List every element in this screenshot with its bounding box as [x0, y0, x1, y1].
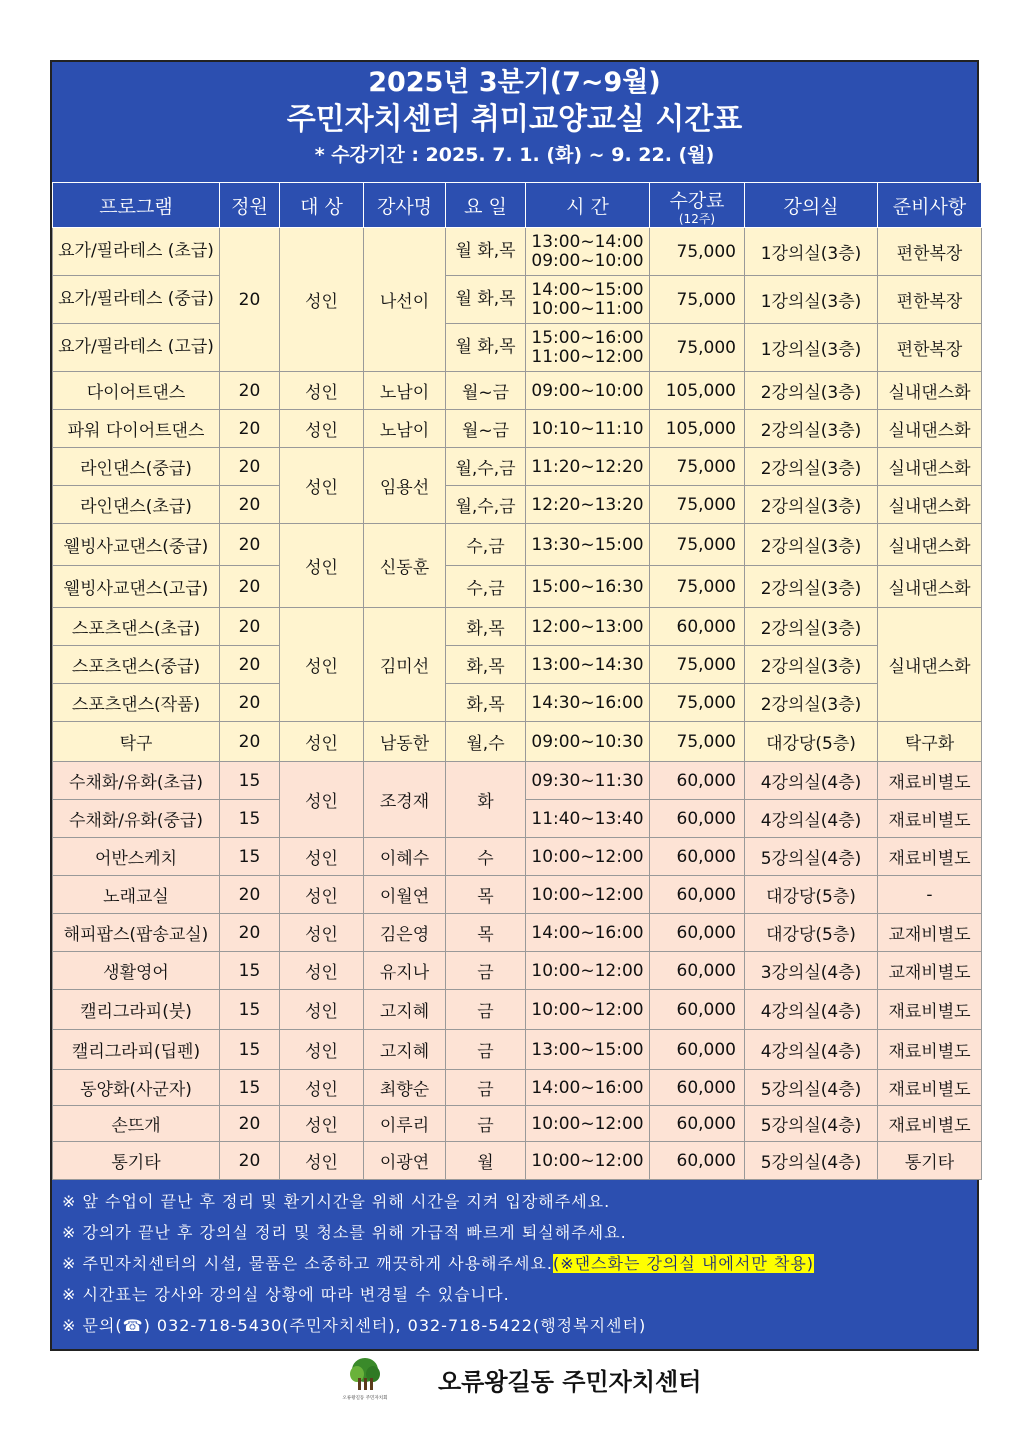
- time: 13:30~15:00: [526, 524, 650, 566]
- instructor: 신동훈: [364, 524, 446, 608]
- prep: 재료비별도: [878, 1070, 982, 1106]
- col-capacity: 정원: [220, 183, 280, 228]
- fee: 75,000: [650, 486, 745, 524]
- table-row: [53, 646, 982, 684]
- time: 10:00~12:00: [526, 838, 650, 876]
- table-row: [53, 838, 982, 876]
- table-row: [53, 914, 982, 952]
- prep: 재료비별도: [878, 800, 982, 838]
- program-name: 통기타: [53, 1142, 220, 1180]
- col-fee-label: 수강료: [669, 189, 725, 212]
- program-name: 스포츠댄스(초급): [53, 608, 220, 646]
- fee: 60,000: [650, 952, 745, 990]
- room: 4강의실(4층): [745, 1030, 878, 1070]
- day: 월,수,금: [446, 448, 526, 486]
- program-name: 라인댄스(중급): [53, 448, 220, 486]
- time: 15:00~16:30: [526, 566, 650, 608]
- target: 성인: [280, 1070, 364, 1106]
- notes-box: [52, 1180, 977, 1349]
- target: 성인: [280, 838, 364, 876]
- table-row: [53, 324, 982, 372]
- capacity: 20: [220, 448, 280, 486]
- prep: 탁구화: [878, 722, 982, 762]
- prep: -: [878, 876, 982, 914]
- prep: 재료비별도: [878, 1106, 982, 1142]
- header: [52, 62, 977, 182]
- room: 5강의실(4층): [745, 838, 878, 876]
- table-row: [53, 990, 982, 1030]
- day: 월,수: [446, 722, 526, 762]
- room: 대강당(5층): [745, 722, 878, 762]
- prep: 편한복장: [878, 276, 982, 324]
- col-program: 프로그램: [53, 183, 220, 228]
- day: 수: [446, 838, 526, 876]
- program-name: 해피팝스(팝송교실): [53, 914, 220, 952]
- day: 월 화,목: [446, 228, 526, 276]
- target: 성인: [280, 372, 364, 410]
- target: 성인: [280, 1106, 364, 1142]
- fee: 75,000: [650, 524, 745, 566]
- capacity: 20: [220, 566, 280, 608]
- program-name: 수채화/유화(중급): [53, 800, 220, 838]
- capacity: 15: [220, 952, 280, 990]
- fee: 75,000: [650, 566, 745, 608]
- prep: 실내댄스화: [878, 372, 982, 410]
- room: 대강당(5층): [745, 876, 878, 914]
- room: 4강의실(4층): [745, 762, 878, 800]
- program-name: 어반스케치: [53, 838, 220, 876]
- target: 성인: [280, 1030, 364, 1070]
- table-row: [53, 566, 982, 608]
- time: 10:00~12:00: [526, 876, 650, 914]
- program-name: 요가/필라테스 (중급): [53, 276, 220, 324]
- instructor: 이루리: [364, 1106, 446, 1142]
- fee: 75,000: [650, 448, 745, 486]
- program-name: 수채화/유화(초급): [53, 762, 220, 800]
- schedule-frame: [50, 60, 979, 1351]
- instructor: 이광연: [364, 1142, 446, 1180]
- note-line: ※ 앞 수업이 끝난 후 정리 및 환기시간을 위해 시간을 지켜 입장해주세요.: [62, 1192, 611, 1211]
- room: 2강의실(3층): [745, 448, 878, 486]
- time: 14:00~15:00 10:00~11:00: [526, 276, 650, 324]
- prep: 재료비별도: [878, 838, 982, 876]
- time: 11:40~13:40: [526, 800, 650, 838]
- capacity: 15: [220, 1030, 280, 1070]
- capacity: 20: [220, 228, 280, 372]
- day: 금: [446, 1106, 526, 1142]
- prep: 편한복장: [878, 324, 982, 372]
- note-highlight: (※댄스화는 강의실 내에서만 착용): [552, 1254, 815, 1273]
- room: 4강의실(4층): [745, 990, 878, 1030]
- table-row: [53, 1030, 982, 1070]
- fee: 60,000: [650, 914, 745, 952]
- fee: 75,000: [650, 228, 745, 276]
- col-instructor: 강사명: [364, 183, 446, 228]
- room: 대강당(5층): [745, 914, 878, 952]
- prep: 편한복장: [878, 228, 982, 276]
- table-row: [53, 1106, 982, 1142]
- capacity: 20: [220, 876, 280, 914]
- table-row: [53, 684, 982, 722]
- instructor: 고지혜: [364, 1030, 446, 1070]
- col-prep: 준비사항: [878, 183, 982, 228]
- time: 09:00~10:00: [526, 372, 650, 410]
- note-line: ※ 강의가 끝난 후 강의실 정리 및 청소를 위해 가급적 빠르게 퇴실해주세요.: [62, 1223, 627, 1242]
- program-name: 동양화(사군자): [53, 1070, 220, 1106]
- table-row: [53, 410, 982, 448]
- fee: 60,000: [650, 1070, 745, 1106]
- fee: 105,000: [650, 372, 745, 410]
- day: 화,목: [446, 608, 526, 646]
- schedule-table: [52, 182, 982, 1180]
- prep: 실내댄스화: [878, 608, 982, 722]
- room: 1강의실(3층): [745, 228, 878, 276]
- time: 10:00~12:00: [526, 990, 650, 1030]
- page-title: 주민자치센터 취미교양교실 시간표: [286, 102, 743, 137]
- room: 1강의실(3층): [745, 324, 878, 372]
- day: 목: [446, 914, 526, 952]
- table-row: [53, 722, 982, 762]
- target: 성인: [280, 608, 364, 722]
- prep: 통기타: [878, 1142, 982, 1180]
- program-name: 요가/필라테스 (고급): [53, 324, 220, 372]
- target: 성인: [280, 952, 364, 990]
- fee: 60,000: [650, 800, 745, 838]
- capacity: 20: [220, 486, 280, 524]
- tree-logo-icon: [340, 1356, 390, 1402]
- capacity: 15: [220, 1070, 280, 1106]
- prep: 재료비별도: [878, 1030, 982, 1070]
- instructor: 유지나: [364, 952, 446, 990]
- instructor: 노남이: [364, 410, 446, 448]
- prep: 실내댄스화: [878, 486, 982, 524]
- target: 성인: [280, 1142, 364, 1180]
- fee: 75,000: [650, 276, 745, 324]
- target: 성인: [280, 914, 364, 952]
- instructor: 나선이: [364, 228, 446, 372]
- room: 2강의실(3층): [745, 684, 878, 722]
- day: 목: [446, 876, 526, 914]
- target: 성인: [280, 722, 364, 762]
- program-name: 탁구: [53, 722, 220, 762]
- title-term: 2025년 3분기(7~9월): [368, 67, 661, 98]
- note-line: [62, 1248, 967, 1279]
- day: 화: [446, 762, 526, 838]
- target: 성인: [280, 876, 364, 914]
- day: 수,금: [446, 524, 526, 566]
- capacity: 20: [220, 608, 280, 646]
- room: 2강의실(3층): [745, 410, 878, 448]
- room: 5강의실(4층): [745, 1142, 878, 1180]
- instructor: 최향순: [364, 1070, 446, 1106]
- time: 11:20~12:20: [526, 448, 650, 486]
- program-name: 스포츠댄스(중급): [53, 646, 220, 684]
- time: 14:30~16:00: [526, 684, 650, 722]
- time: 10:00~12:00: [526, 952, 650, 990]
- room: 2강의실(3층): [745, 486, 878, 524]
- time: 12:00~13:00: [526, 608, 650, 646]
- room: 5강의실(4층): [745, 1106, 878, 1142]
- program-name: 스포츠댄스(작품): [53, 684, 220, 722]
- day: 금: [446, 1070, 526, 1106]
- fee: 75,000: [650, 324, 745, 372]
- program-name: 캘리그라피(딥펜): [53, 1030, 220, 1070]
- day: 월 화,목: [446, 324, 526, 372]
- note-line: ※ 시간표는 강사와 강의실 상황에 따라 변경될 수 있습니다.: [62, 1285, 510, 1304]
- room: 2강의실(3층): [745, 646, 878, 684]
- prep: 실내댄스화: [878, 448, 982, 486]
- table-row: [53, 486, 982, 524]
- table-header-row: [53, 183, 982, 228]
- room: 5강의실(4층): [745, 1070, 878, 1106]
- program-name: 노래교실: [53, 876, 220, 914]
- time: 13:00~14:00 09:00~10:00: [526, 228, 650, 276]
- capacity: 20: [220, 722, 280, 762]
- target: 성인: [280, 990, 364, 1030]
- col-target: 대 상: [280, 183, 364, 228]
- room: 2강의실(3층): [745, 524, 878, 566]
- footer: [0, 1356, 1024, 1406]
- time: 13:00~14:30: [526, 646, 650, 684]
- capacity: 20: [220, 646, 280, 684]
- room: 1강의실(3층): [745, 276, 878, 324]
- prep: 교재비별도: [878, 914, 982, 952]
- organization-name: 오류왕길동 주민자치센터: [438, 1368, 702, 1396]
- fee: 105,000: [650, 410, 745, 448]
- fee: 60,000: [650, 1030, 745, 1070]
- col-room: 강의실: [745, 183, 878, 228]
- col-fee-note: (12주): [678, 211, 716, 226]
- instructor: 이월연: [364, 876, 446, 914]
- program-name: 파워 다이어트댄스: [53, 410, 220, 448]
- capacity: 15: [220, 800, 280, 838]
- table-row: [53, 276, 982, 324]
- fee: 60,000: [650, 608, 745, 646]
- time: 10:00~12:00: [526, 1106, 650, 1142]
- table-row: [53, 876, 982, 914]
- program-name: 손뜨개: [53, 1106, 220, 1142]
- fee: 75,000: [650, 722, 745, 762]
- program-name: 다이어트댄스: [53, 372, 220, 410]
- prep: 실내댄스화: [878, 410, 982, 448]
- prep: 재료비별도: [878, 762, 982, 800]
- capacity: 20: [220, 1142, 280, 1180]
- program-name: 생활영어: [53, 952, 220, 990]
- time: 13:00~15:00: [526, 1030, 650, 1070]
- target: 성인: [280, 524, 364, 608]
- fee: 75,000: [650, 684, 745, 722]
- capacity: 20: [220, 410, 280, 448]
- day: 월~금: [446, 372, 526, 410]
- time: 09:00~10:30: [526, 722, 650, 762]
- table-row: [53, 448, 982, 486]
- day: 수,금: [446, 566, 526, 608]
- day: 월: [446, 1142, 526, 1180]
- time: 14:00~16:00: [526, 914, 650, 952]
- target: 성인: [280, 762, 364, 838]
- day: 화,목: [446, 684, 526, 722]
- capacity: 20: [220, 1106, 280, 1142]
- time: 14:00~16:00: [526, 1070, 650, 1106]
- prep: 재료비별도: [878, 990, 982, 1030]
- target: 성인: [280, 448, 364, 524]
- table-row: [53, 1070, 982, 1106]
- table-row: [53, 608, 982, 646]
- note-text: ※ 주민자치센터의 시설, 물품은 소중하고 깨끗하게 사용해주세요.: [62, 1254, 553, 1273]
- instructor: 김미선: [364, 608, 446, 722]
- col-day: 요 일: [446, 183, 526, 228]
- instructor: 임용선: [364, 448, 446, 524]
- program-name: 웰빙사교댄스(고급): [53, 566, 220, 608]
- instructor: 조경재: [364, 762, 446, 838]
- table-row: [53, 524, 982, 566]
- fee: 60,000: [650, 762, 745, 800]
- col-time: 시 간: [526, 183, 650, 228]
- prep: 교재비별도: [878, 952, 982, 990]
- time: 09:30~11:30: [526, 762, 650, 800]
- fee: 75,000: [650, 646, 745, 684]
- day: 월 화,목: [446, 276, 526, 324]
- fee: 60,000: [650, 1142, 745, 1180]
- day: 금: [446, 990, 526, 1030]
- day: 월~금: [446, 410, 526, 448]
- program-name: 라인댄스(초급): [53, 486, 220, 524]
- fee: 60,000: [650, 1106, 745, 1142]
- time: 10:10~11:10: [526, 410, 650, 448]
- table-row: [53, 372, 982, 410]
- logo-caption: 오류왕길동 주민자치회: [342, 1396, 388, 1401]
- table-row: [53, 762, 982, 800]
- instructor: 노남이: [364, 372, 446, 410]
- fee: 60,000: [650, 876, 745, 914]
- instructor: 고지혜: [364, 990, 446, 1030]
- target: 성인: [280, 410, 364, 448]
- room: 2강의실(3층): [745, 608, 878, 646]
- capacity: 20: [220, 684, 280, 722]
- target: 성인: [280, 228, 364, 372]
- program-name: 캘리그라피(붓): [53, 990, 220, 1030]
- prep: 실내댄스화: [878, 524, 982, 566]
- day: 금: [446, 1030, 526, 1070]
- time: 10:00~12:00: [526, 1142, 650, 1180]
- program-name: 웰빙사교댄스(중급): [53, 524, 220, 566]
- time: 12:20~13:20: [526, 486, 650, 524]
- table-row: [53, 952, 982, 990]
- room: 4강의실(4층): [745, 800, 878, 838]
- instructor: 김은영: [364, 914, 446, 952]
- day: 금: [446, 952, 526, 990]
- fee: 60,000: [650, 838, 745, 876]
- time: 15:00~16:00 11:00~12:00: [526, 324, 650, 372]
- day: 화,목: [446, 646, 526, 684]
- program-name: 요가/필라테스 (초급): [53, 228, 220, 276]
- col-fee: [650, 183, 745, 228]
- room: 2강의실(3층): [745, 372, 878, 410]
- room: 3강의실(4층): [745, 952, 878, 990]
- table-row: [53, 228, 982, 276]
- fee: 60,000: [650, 990, 745, 1030]
- capacity: 20: [220, 914, 280, 952]
- capacity: 20: [220, 524, 280, 566]
- prep: 실내댄스화: [878, 566, 982, 608]
- day: 월,수,금: [446, 486, 526, 524]
- capacity: 20: [220, 372, 280, 410]
- enrollment-period: * 수강기간 : 2025. 7. 1. (화) ~ 9. 22. (월): [314, 144, 715, 166]
- room: 2강의실(3층): [745, 566, 878, 608]
- capacity: 15: [220, 990, 280, 1030]
- table-row: [53, 1142, 982, 1180]
- instructor: 이혜수: [364, 838, 446, 876]
- note-line: ※ 문의(☎) 032-718-5430(주민자치센터), 032-718-5422(행정복지센터): [62, 1316, 647, 1335]
- instructor: 남동한: [364, 722, 446, 762]
- capacity: 15: [220, 838, 280, 876]
- capacity: 15: [220, 762, 280, 800]
